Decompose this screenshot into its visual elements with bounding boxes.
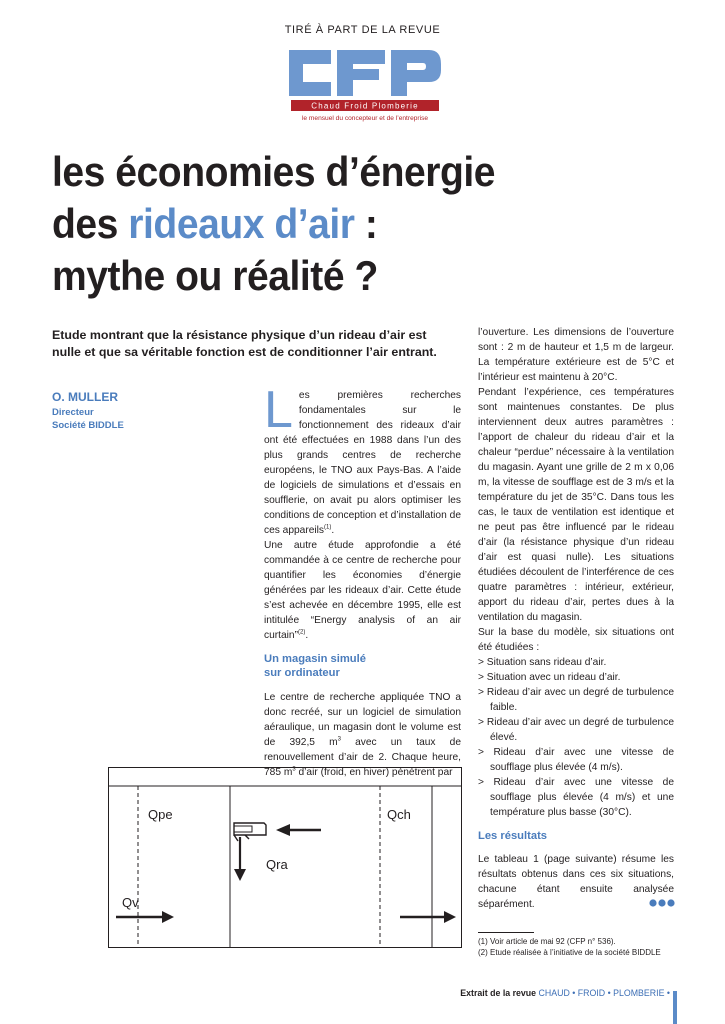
c3-paragraph-1: l’ouverture. Les dimensions de l’ouverture sont : 2 m de hauteur et 1,5 m de largeur. La température extérieure est de 5°C et l’intérieur est maintenu à 20°C.: [478, 327, 674, 383]
logo-letter-c: [289, 50, 331, 96]
situations-list: [478, 655, 674, 820]
logo-tagline: le mensuel du concepteur et de l’entreprise: [301, 115, 429, 122]
logo-letter-f: [337, 50, 385, 96]
p3-a: Le centre de recherche appliquée TNO a donc recréé, sur un logiciel de simulation aéraulique, un magasin dont le volume est de 392,5 m: [264, 692, 461, 748]
footer-word-1: CHAUD: [538, 988, 570, 998]
footnote-1: (1) Voir article de mai 92 (CFP n° 536).: [478, 937, 616, 946]
subheading-line-1: Un magasin simulé: [264, 653, 366, 665]
p3-sup-1: 3: [337, 736, 341, 743]
p2-end: .: [305, 630, 309, 641]
title-line-2-pre: des: [52, 200, 129, 247]
p3-sup-2: 3: [292, 766, 296, 773]
drop-cap: L: [264, 381, 293, 439]
p3-b: avec un taux de renouvellement d’air de 2. Chaque heure, 785 m: [264, 737, 461, 778]
air-curtain-unit: [234, 823, 266, 841]
footer-prefix: Extrait de la revue: [460, 988, 537, 998]
title-line-3: mythe ou réalité ?: [52, 252, 378, 299]
footer-sep-1: •: [569, 988, 578, 998]
footer-accent-bar: [673, 991, 677, 1024]
label-qpe: Qpe: [148, 807, 173, 822]
c3-paragraph-4: Le tableau 1 (page suivante) résume les résultats obtenus dans ces six situations, chacune étant ensuite analysée séparément.: [478, 854, 674, 910]
p2-text: Une autre étude approfondie a été commandée à ce centre de recherche pour quantifier les économies d’énergie générées par les rideaux d’air. Cette étude s’est achevée en décembre 1995, elle est intitulée “Energy analysis of an air curtain”: [264, 540, 461, 641]
intro-paragraph: [264, 381, 461, 538]
title-line-2: [52, 198, 647, 250]
lede: Etude montrant que la résistance physique d’un rideau d’air est nulle et que sa véritable fonction est de conditionner l’air entrant.: [52, 328, 437, 359]
airflow-diagram: [108, 767, 462, 948]
list-item: > Situation sans rideau d’air.: [478, 657, 607, 668]
logo-banner-text: Chaud Froid Plomberie: [311, 101, 419, 111]
list-item: > Situation avec un rideau d’air.: [478, 672, 621, 683]
list-item: > Rideau d’air avec un degré de turbulence faible.: [478, 687, 674, 713]
list-item: > Rideau d’air avec un degré de turbulence élevé.: [478, 717, 674, 743]
author-role: [52, 406, 124, 432]
kicker: TIRÉ À PART DE LA REVUE: [284, 24, 441, 36]
cfp-logo: [281, 42, 447, 124]
page-title: [52, 146, 647, 302]
column-2: [264, 381, 461, 780]
label-qch: Qch: [387, 807, 411, 822]
title-line-2-post: :: [354, 200, 378, 247]
list-item: > Rideau d’air avec une vitesse de soufflage plus élevée (4 m/s).: [478, 747, 674, 773]
footnote-2: (2) Etude réalisée à l’initiative de la société BIDDLE: [478, 948, 661, 957]
author-name: O. MULLER: [52, 390, 118, 404]
p1-text: es premières recherches fondamentales sur le fonctionnement des rideaux d’air ont été effectuées en 1988 dans l’un des plus grands centres de recherche européens, le TNO aux Pays-Bas. A l’aide de logiciels de simulations et d’essais en soufflerie, on avait pu alors optimiser les conditions de conception et d’installation de ces appareils: [264, 390, 461, 536]
footer-word-2: FROID: [577, 988, 606, 998]
footer-sep-2: •: [605, 988, 614, 998]
label-qra: Qra: [266, 857, 288, 872]
footer-sep-3: •: [664, 988, 670, 998]
p1-ref: (1): [324, 524, 332, 531]
page-footer: [440, 988, 670, 998]
p2-ref: (2): [297, 629, 306, 636]
label-qv: Qv: [122, 895, 139, 910]
logo-letter-p: [391, 50, 441, 96]
subheading-simulated-store: [264, 652, 461, 680]
list-item: > Rideau d’air avec une vitesse de soufflage plus élevée (4 m/s) et une température plus basse (30°C).: [478, 777, 674, 818]
footer-word-3: PLOMBERIE: [613, 988, 665, 998]
c3-paragraph-2: Pendant l’expérience, ces températures sont maintenues constantes. De plus interviennent deux autres paramètres : l’apport de chaleur du rideau d’air et la chaleur “perdue” nécessaire à la ventilation du magasin. Ayant une grille de 2 m x 0,06 m, la vitesse de soufflage est de 3 m/s et la température du jet de 35°C. Dans tous les cas, le taux de ventilation est identique et ne peut pas être influencé par le rideau d’air (la résistance physique d’un rideau d’air est quasi nulle). Les situations étudiées découlent de l’interférence de ces quatre paramètres : intérieur, extérieur, apport du rideau d’air, pertes dues à la ventilation du magasin.: [478, 387, 674, 623]
title-highlight: rideaux d’air: [128, 200, 355, 247]
paragraph-2: [264, 538, 461, 643]
continuation-dots: [649, 898, 677, 908]
footnote-rule: [478, 932, 534, 933]
footnotes: [478, 936, 678, 958]
author-company: Société BIDDLE: [52, 420, 124, 431]
c3-paragraph-3: Sur la base du modèle, six situations ont été étudiées :: [478, 627, 674, 653]
p1-end: .: [331, 525, 335, 536]
subheading-line-2: sur ordinateur: [264, 667, 340, 679]
author-title: Directeur: [52, 407, 94, 418]
subheading-results: Les résultats: [478, 830, 548, 842]
title-line-1: les économies d’énergie: [52, 148, 496, 195]
column-3: [478, 325, 674, 912]
p3-c: d’air (froid, en hiver) pénètrent par: [295, 767, 453, 778]
